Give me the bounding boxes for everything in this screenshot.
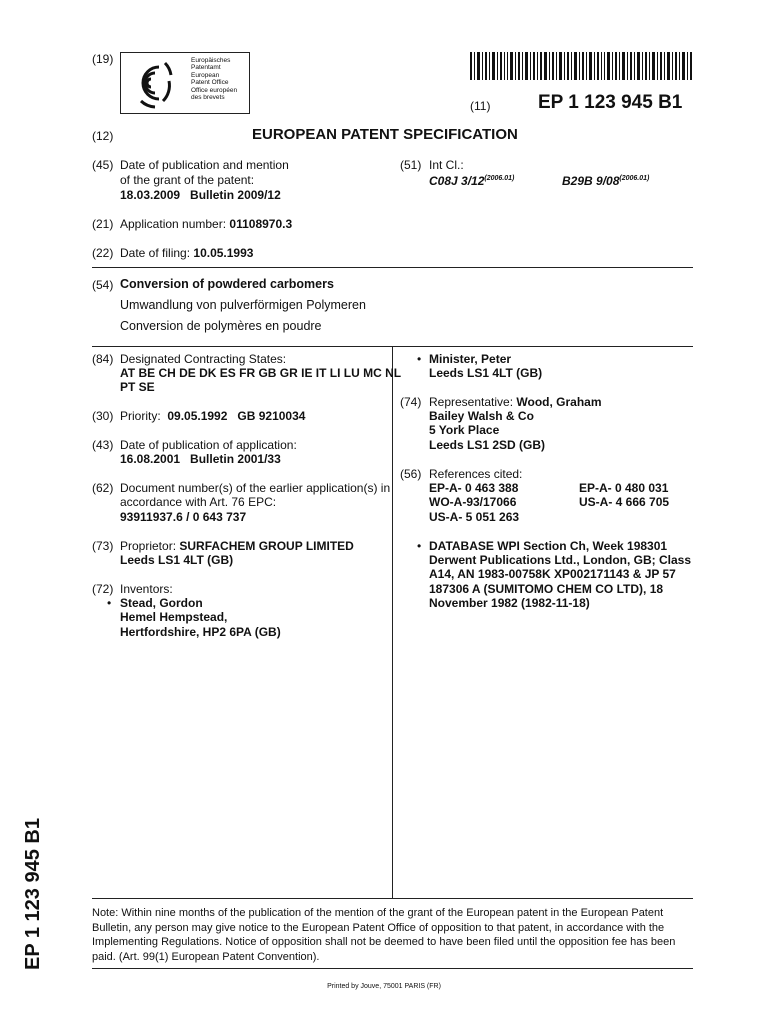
inventor-1-line-2: Hemel Hempstead, bbox=[120, 610, 228, 624]
reference-2: EP-A- 0 480 031 bbox=[579, 481, 669, 495]
barcode bbox=[470, 52, 692, 80]
inventor-1-line-3: Hertfordshire, HP2 6PA (GB) bbox=[120, 625, 281, 639]
application-number: Application number: 01108970.3 bbox=[120, 217, 293, 231]
inid-11: (11) bbox=[470, 99, 491, 113]
inid-84: (84) bbox=[92, 352, 114, 366]
printer-footer: Printed by Jouve, 75001 PARIS (FR) bbox=[327, 983, 441, 990]
inid-43: (43) bbox=[92, 438, 114, 452]
database-ref-line-3: A14, AN 1983-00758K XP002171143 & JP 57 bbox=[429, 567, 676, 581]
inid-12: (12) bbox=[92, 129, 114, 143]
title-fr: Conversion de polymères en poudre bbox=[120, 319, 322, 333]
reference-3: WO-A-93/17066 bbox=[429, 495, 517, 509]
inventors-label: Inventors: bbox=[120, 582, 173, 596]
divider-note-top bbox=[92, 898, 693, 899]
inid-74: (74) bbox=[400, 395, 422, 409]
inid-62: (62) bbox=[92, 481, 114, 495]
earlier-app-label-2: accordance with Art. 76 EPC: bbox=[120, 495, 277, 509]
references-label: References cited: bbox=[429, 467, 523, 481]
reference-1: EP-A- 0 463 388 bbox=[429, 481, 519, 495]
grant-date-value: 18.03.2009 Bulletin 2009/12 bbox=[120, 188, 281, 202]
inventor-1-name: Stead, Gordon bbox=[120, 596, 203, 610]
column-divider bbox=[392, 346, 393, 898]
divider-note-bottom bbox=[92, 968, 693, 969]
inid-51: (51) bbox=[400, 158, 422, 172]
inventor-2-address: Leeds LS1 4LT (GB) bbox=[429, 366, 543, 380]
side-publication-number: EP 1 123 945 B1 bbox=[22, 818, 44, 970]
filing-date: Date of filing: 10.05.1993 bbox=[120, 246, 254, 260]
int-cl-class-1: C08J $3/12^{(2006.01)}$ bbox=[429, 174, 515, 188]
grant-date-label-2: of the grant of the patent: bbox=[120, 173, 255, 187]
bullet-icon: • bbox=[107, 596, 112, 610]
priority: Priority: 09.05.1992 GB 9210034 bbox=[120, 409, 306, 423]
title-de: Umwandlung von pulverförmigen Polymeren bbox=[120, 298, 366, 312]
database-ref-line-2: Derwent Publications Ltd., London, GB; Class bbox=[429, 553, 692, 567]
representative-line-3: Leeds LS1 2SD (GB) bbox=[429, 438, 546, 452]
designated-states-label: Designated Contracting States: bbox=[120, 352, 287, 366]
title-en: Conversion of powdered carbomers bbox=[120, 277, 334, 291]
earlier-app-value: 93911937.6 / 0 643 737 bbox=[120, 510, 247, 524]
inid-22: (22) bbox=[92, 246, 114, 260]
database-ref-line-5: November 1982 (1982-11-18) bbox=[429, 596, 590, 610]
office-name: Europäisches Patentamt European Patent Office Office européen des brevets bbox=[191, 57, 238, 102]
int-cl-class-2: B29B $9/08^{(2006.01)}$ bbox=[562, 174, 650, 188]
inid-30: (30) bbox=[92, 409, 114, 423]
inid-72: (72) bbox=[92, 582, 114, 596]
divider-top bbox=[92, 267, 693, 268]
epo-logo bbox=[120, 52, 250, 114]
reference-4: US-A- 4 666 705 bbox=[579, 495, 670, 509]
app-pub-date-value: 16.08.2001 Bulletin 2001/33 bbox=[120, 452, 281, 466]
proprietor-address: Leeds LS1 4LT (GB) bbox=[120, 553, 234, 567]
representative-line-1: Bailey Walsh & Co bbox=[429, 409, 534, 423]
document-title: EUROPEAN PATENT SPECIFICATION bbox=[252, 126, 518, 143]
bullet-icon: • bbox=[417, 539, 422, 553]
representative-line-2: 5 York Place bbox=[429, 423, 500, 437]
inid-73: (73) bbox=[92, 539, 114, 553]
grant-date-label: Date of publication and mention bbox=[120, 158, 289, 172]
designated-states-1: AT BE CH DE DK ES FR GB GR IE IT LI LU MC NL bbox=[120, 366, 402, 380]
reference-5: US-A- 5 051 263 bbox=[429, 510, 520, 524]
publication-number: EP 1 123 945 B1 bbox=[538, 92, 683, 113]
inid-56: (56) bbox=[400, 467, 422, 481]
bullet-icon: • bbox=[417, 352, 422, 366]
database-ref-line-1: DATABASE WPI Section Ch, Week 198301 bbox=[429, 539, 668, 553]
proprietor: Proprietor: SURFACHEM GROUP LIMITED bbox=[120, 539, 354, 553]
int-cl-label: Int Cl.: bbox=[429, 158, 464, 172]
app-pub-date-label: Date of publication of application: bbox=[120, 438, 297, 452]
representative: Representative: Wood, Graham bbox=[429, 395, 602, 409]
epo-emblem-icon bbox=[125, 55, 185, 111]
inid-19: (19) bbox=[92, 52, 114, 66]
inid-21: (21) bbox=[92, 217, 114, 231]
designated-states-2: PT SE bbox=[120, 380, 155, 394]
inid-54: (54) bbox=[92, 278, 114, 292]
earlier-app-label: Document number(s) of the earlier application(s) in bbox=[120, 481, 391, 495]
database-ref-line-4: 187306 A (SUMITOMO CHEM CO LTD), 18 bbox=[429, 582, 664, 596]
opposition-note: Note: Within nine months of the publication of the mention of the grant of the European patent in the European Patent Bulletin, any person may give notice to the European Patent Office of opposition to that patent, in accordance with the Implementing Regulations. Notice of opposition shall not be deemed to have been filed until the opposition fee has been paid. (Art. 99(1) European Patent Convention). bbox=[92, 907, 676, 963]
inventor-2-name: Minister, Peter bbox=[429, 352, 512, 366]
inid-45: (45) bbox=[92, 158, 114, 172]
